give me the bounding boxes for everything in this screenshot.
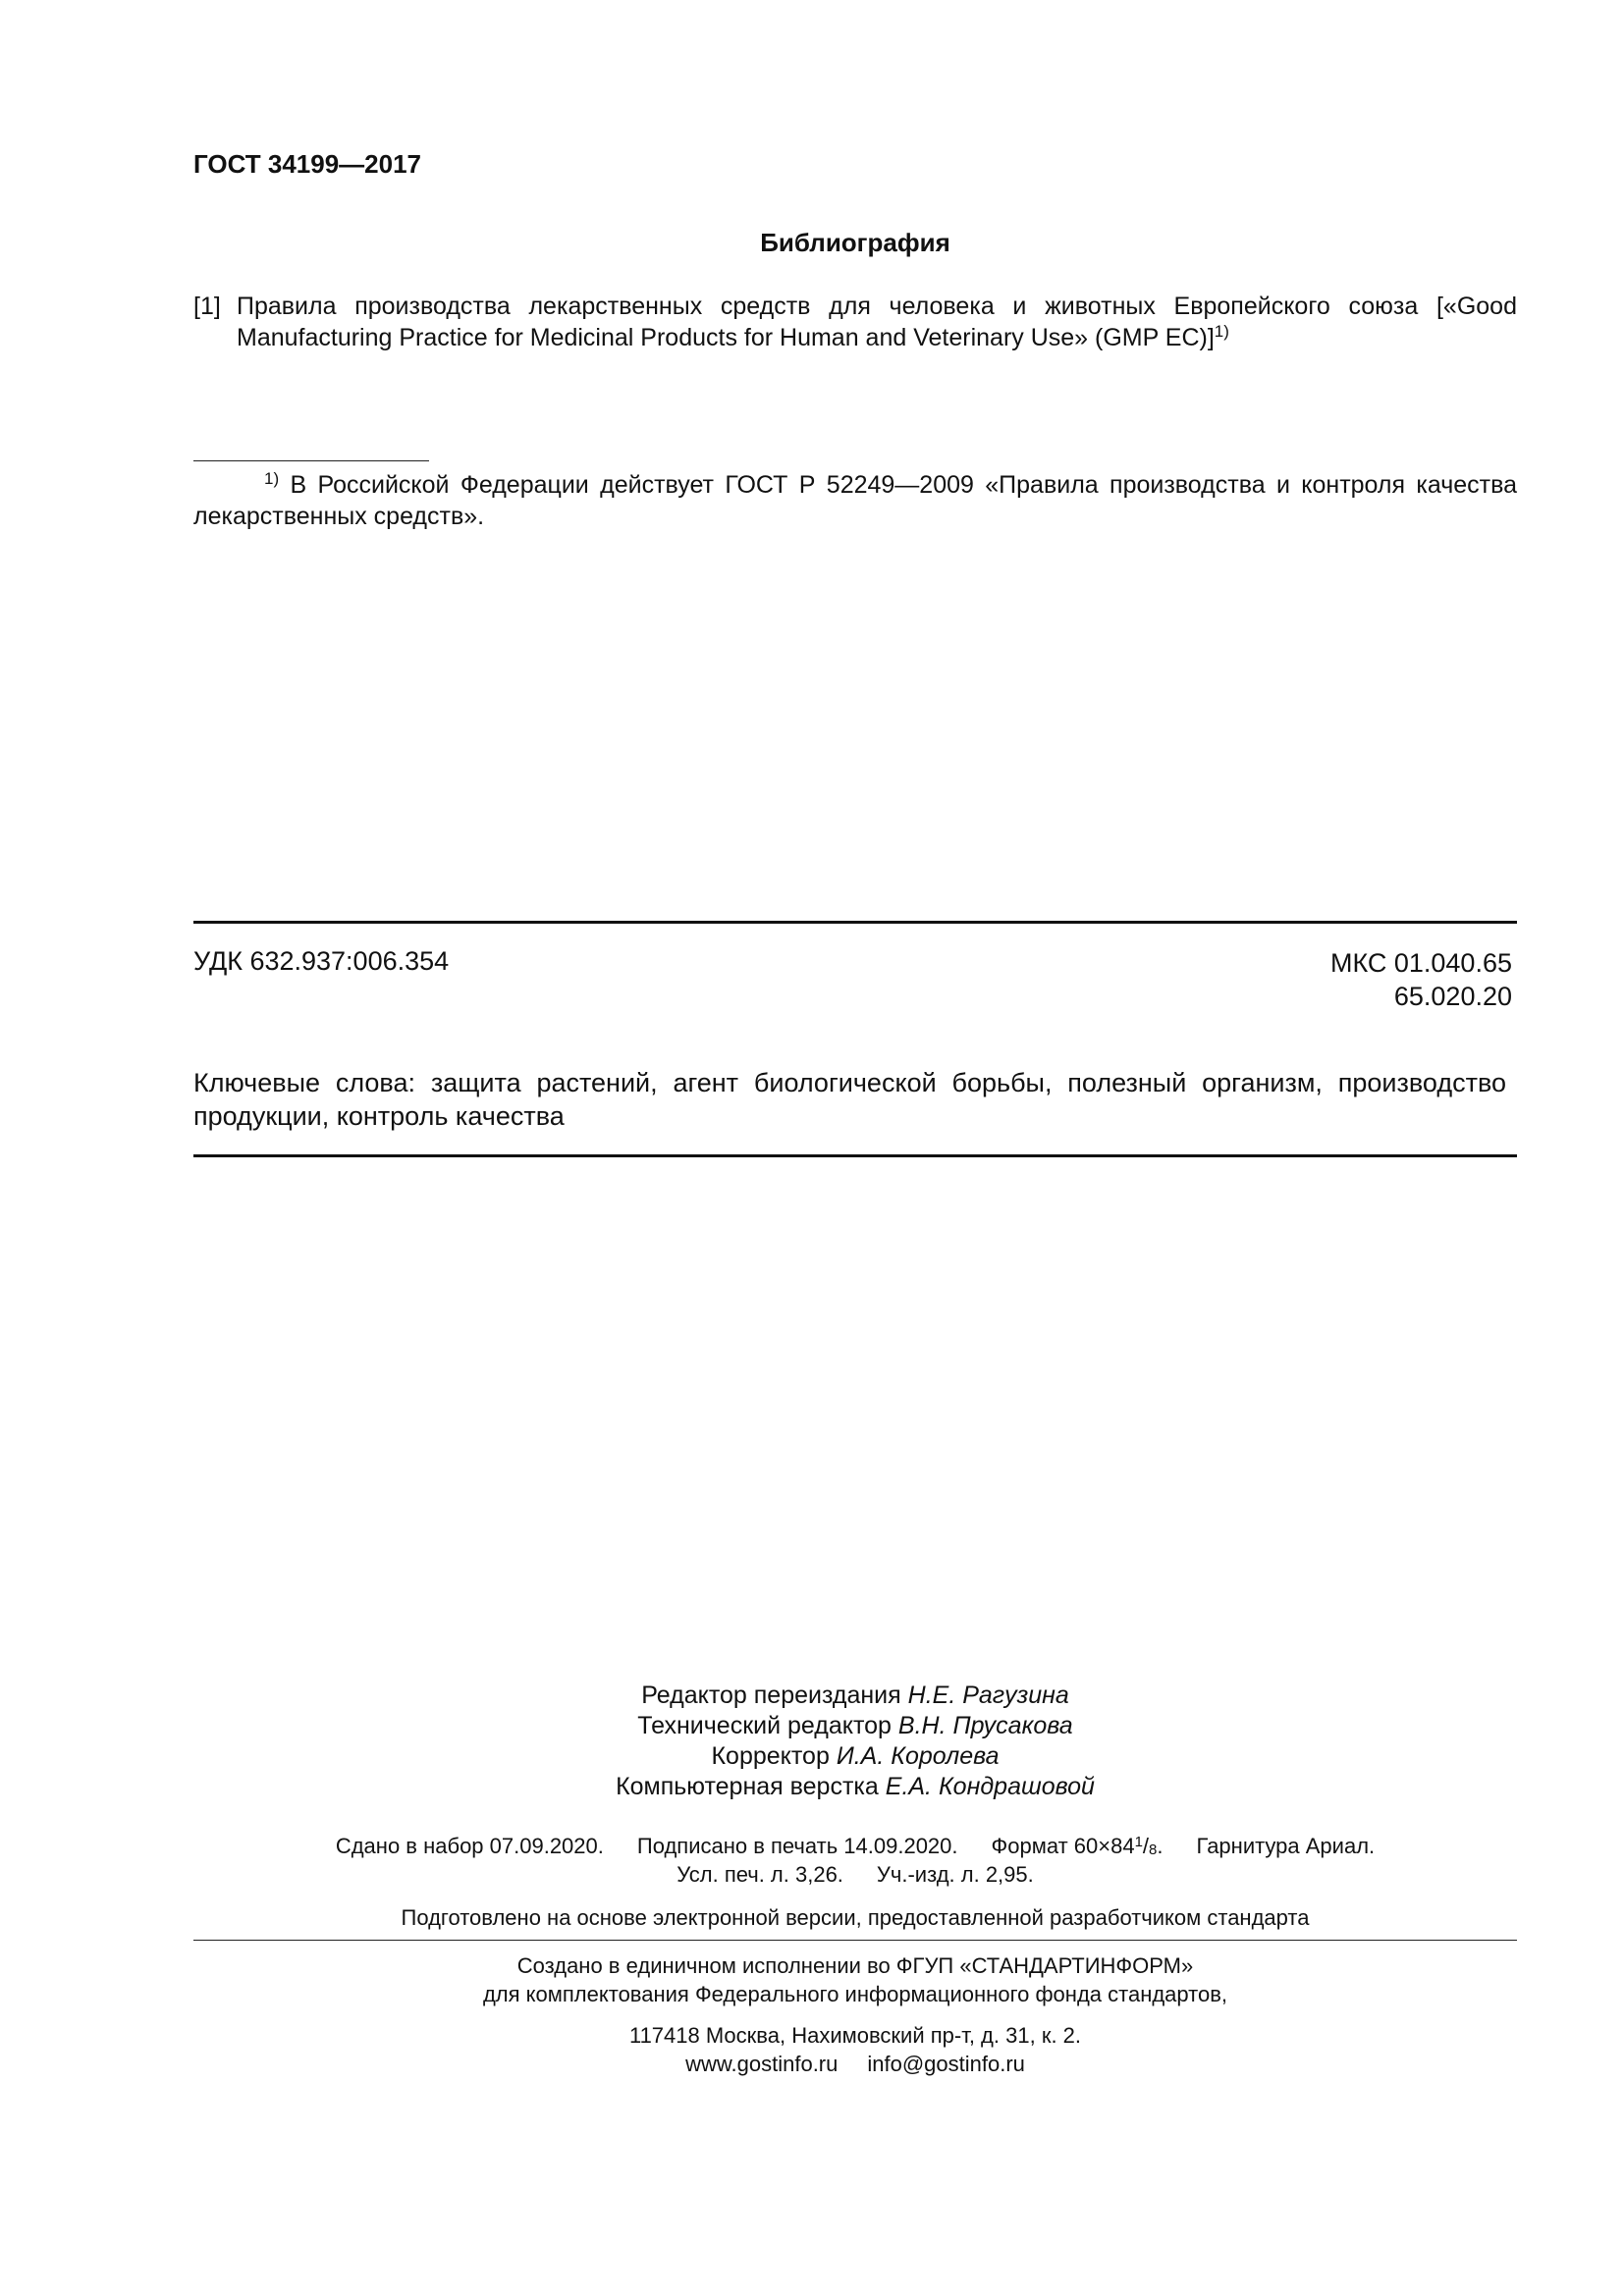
publisher-rule	[193, 1940, 1517, 1941]
printed-sheets: Усл. печ. л. 3,26.	[677, 1862, 843, 1887]
credit-role: Корректор	[711, 1742, 830, 1770]
credit-line	[193, 1711, 1517, 1741]
bibliography-entry-number: [1]	[193, 293, 221, 320]
bibliography-title: Библиография	[760, 228, 950, 257]
credit-role: Редактор переиздания	[641, 1682, 901, 1709]
publisher-line2: для комплектования Федерального информационного фонда стандартов,	[482, 1982, 1228, 2006]
mks-code-line2: 65.020.20	[1393, 982, 1512, 1011]
prepared-note: Подготовлено на основе электронной версии, предоставленной разработчиком стандарта	[401, 1905, 1310, 1930]
publisher-website[interactable]: www.gostinfo.ru	[685, 2052, 839, 2076]
format: Формат $60\times 84^1/_8$.	[991, 1834, 1164, 1858]
footnote-text: В Российской Федерации действует ГОСТ Р 52249—2009 «Правила производства и контроля качества лекарственных средств».	[193, 471, 1517, 530]
bibliography-entry-text: Правила производства лекарственных средств для человека и животных Европейского союза [«Good Manufacturing Practice for Medicinal Products for Human and Veterinary Use» (GMP EC)]	[237, 293, 1517, 351]
credit-name: В.Н. Прусакова	[897, 1712, 1073, 1739]
keywords: Ключевые слова: защита растений, агент биологической борьбы, полезный организм, производство продукции, контроль качества	[193, 1068, 1506, 1131]
footnote-reference: 1)	[1214, 322, 1229, 341]
classification-top-rule	[193, 921, 1517, 924]
publisher-contacts	[193, 2021, 1517, 2078]
bibliography-entry	[193, 291, 1517, 353]
mks-codes	[1330, 946, 1512, 1013]
credit-name: Е.А. Кондрашовой	[885, 1773, 1095, 1800]
publisher-address: 117418 Москва, Нахимовский пр-т, д. 31, к. 2.	[628, 2023, 1082, 2048]
udk-code: УДК 632.937:006.354	[193, 946, 450, 976]
footnote-mark: 1)	[264, 469, 280, 488]
credit-line	[193, 1741, 1517, 1772]
bibliography-entry-body	[237, 291, 1517, 353]
credit-name: Н.Е. Рагузина	[907, 1682, 1069, 1709]
classification-bottom-rule	[193, 1154, 1517, 1157]
publisher-web-line	[193, 2050, 1517, 2078]
print-info-line2	[193, 1860, 1517, 1889]
publishing-sheets: Уч.-изд. л. 2,95.	[876, 1862, 1034, 1887]
signed-date: Подписано в печать 14.09.2020.	[636, 1834, 958, 1858]
publisher-email[interactable]: info@gostinfo.ru	[867, 2052, 1025, 2076]
typeface: Гарнитура Ариал.	[1196, 1834, 1376, 1858]
format-denominator: 8	[1149, 1842, 1158, 1858]
format-numerator: 1	[1134, 1834, 1143, 1850]
publisher-info	[193, 1951, 1517, 2008]
publisher-line1: Создано в единичном исполнении во ФГУП «СТАНДАРТИНФОРМ»	[516, 1953, 1194, 1978]
footnote	[193, 469, 1517, 532]
credits-block	[193, 1681, 1517, 1802]
credit-role: Компьютерная верстка	[616, 1773, 879, 1800]
submitted-date: Сдано в набор 07.09.2020.	[335, 1834, 604, 1858]
format-prefix: Формат 60×84	[991, 1834, 1135, 1858]
credit-line	[193, 1772, 1517, 1802]
credit-role: Технический редактор	[637, 1712, 892, 1739]
print-info	[193, 1832, 1517, 1889]
mks-code-line1: МКС 01.040.65	[1329, 948, 1512, 978]
print-info-line1	[193, 1832, 1517, 1860]
footnote-divider	[193, 460, 429, 461]
credit-line	[193, 1681, 1517, 1711]
document-code: ГОСТ 34199—2017	[193, 149, 421, 179]
credit-name: И.А. Королева	[836, 1742, 1000, 1770]
format-suffix: .	[1157, 1834, 1164, 1858]
